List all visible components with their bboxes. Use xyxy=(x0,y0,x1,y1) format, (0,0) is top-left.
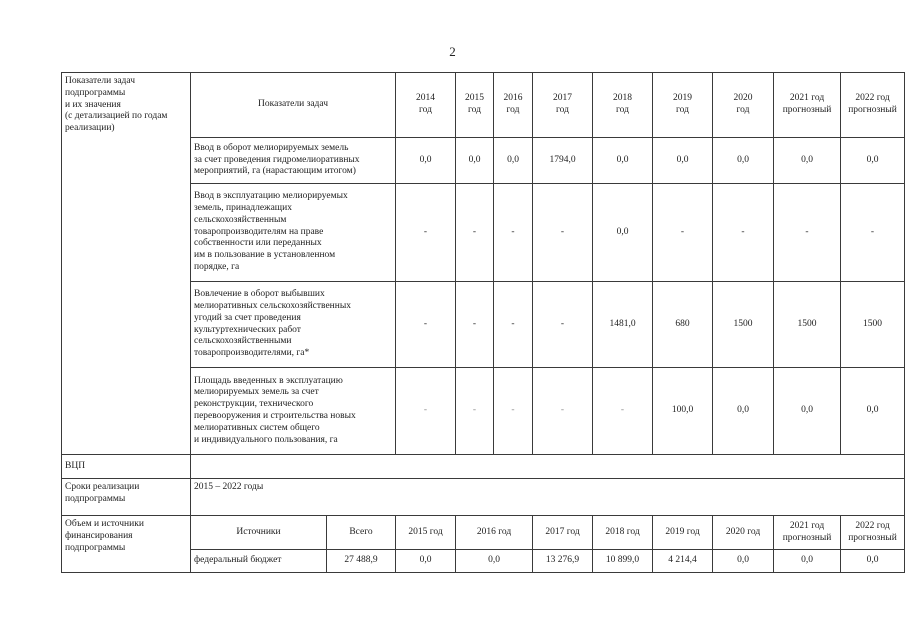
indicator-value: - xyxy=(653,184,713,282)
indicator-value: - xyxy=(494,184,533,282)
indicator-value: 1794,0 xyxy=(533,138,593,184)
indicator-value: - xyxy=(494,282,533,368)
year-header: 2016 год xyxy=(494,73,533,138)
page-number: 2 xyxy=(449,44,456,59)
year-header: 2022 год прогнозный xyxy=(841,73,905,138)
indicator-value: 0,0 xyxy=(396,138,456,184)
year-header: 2014 год xyxy=(396,73,456,138)
indicators-header-row xyxy=(62,73,905,138)
funding-header: 2017 год xyxy=(533,516,593,550)
indicator-value: - xyxy=(533,282,593,368)
indicator-value: 0,0 xyxy=(774,368,841,455)
funding-header: 2021 год прогнозный xyxy=(774,516,841,550)
indicator-value: - xyxy=(456,184,494,282)
funding-header: 2022 год прогнозный xyxy=(841,516,905,550)
funding-value: 0,0 xyxy=(774,550,841,573)
indicator-name: Ввод в эксплуатацию мелиорируемых земель, принадлежащих сельскохозяйственным товаропроизводителям на праве собственности или переданных им в пользование в установленном порядке, га xyxy=(191,184,396,282)
indicator-name: Площадь введенных в эксплуатацию мелиорируемых земель за счет реконструкции, технического перевооружения и строительства новых мелиоративных систем общего и индивидуального пользования, га xyxy=(191,368,396,455)
indicator-value: - xyxy=(593,368,653,455)
indicator-value: - xyxy=(396,184,456,282)
indicator-value: 1500 xyxy=(841,282,905,368)
indicator-value: 0,0 xyxy=(593,184,653,282)
indicator-value: 0,0 xyxy=(713,368,774,455)
funding-value: 4 214,4 xyxy=(653,550,713,573)
vcp-label: ВЦП xyxy=(62,455,191,479)
funding-value: 0,0 xyxy=(713,550,774,573)
indicator-value: 0,0 xyxy=(494,138,533,184)
indicator-value: 1500 xyxy=(713,282,774,368)
indicator-value: - xyxy=(533,184,593,282)
indicator-value: - xyxy=(774,184,841,282)
indicator-value: - xyxy=(396,368,456,455)
year-header: 2019 год xyxy=(653,73,713,138)
indicator-value: 680 xyxy=(653,282,713,368)
indicator-value: 0,0 xyxy=(713,138,774,184)
indicator-name: Вовлечение в оборот выбывших мелиоративных сельскохозяйственных угодий за счет проведения культуртехнических работ сельскохозяйственными товаропроизводителями, га* xyxy=(191,282,396,368)
indicator-value: 100,0 xyxy=(653,368,713,455)
year-header: 2021 год прогнозный xyxy=(774,73,841,138)
indicator-value: - xyxy=(713,184,774,282)
indicator-value: 0,0 xyxy=(653,138,713,184)
indicator-value: 0,0 xyxy=(841,368,905,455)
funding-header: 2019 год xyxy=(653,516,713,550)
indicator-value: 0,0 xyxy=(456,138,494,184)
vcp-row xyxy=(62,455,905,479)
indicator-value: - xyxy=(456,368,494,455)
funding-header: 2018 год xyxy=(593,516,653,550)
indicators-header-title: Показатели задач xyxy=(191,73,396,138)
funding-value: 0,0 xyxy=(396,550,456,573)
funding-header: Всего xyxy=(327,516,396,550)
year-header: 2015 год xyxy=(456,73,494,138)
indicator-value: - xyxy=(396,282,456,368)
funding-header-row xyxy=(62,516,905,550)
year-header: 2018 год xyxy=(593,73,653,138)
indicator-value: 1481,0 xyxy=(593,282,653,368)
funding-value: федеральный бюджет xyxy=(191,550,327,573)
indicators-label: Показатели задач подпрограммы и их значения (с детализацией по годам реализации) xyxy=(62,73,191,455)
subprogram-passport-table xyxy=(61,72,905,573)
terms-value: 2015 – 2022 годы xyxy=(191,479,905,516)
year-header: 2020 год xyxy=(713,73,774,138)
indicator-value: - xyxy=(533,368,593,455)
funding-header: 2020 год xyxy=(713,516,774,550)
indicator-name: Ввод в оборот мелиорируемых земель за счет проведения гидромелиоративных мероприятий, га (нарастающим итогом) xyxy=(191,138,396,184)
indicator-value: 0,0 xyxy=(774,138,841,184)
indicator-value: - xyxy=(456,282,494,368)
year-header: 2017 год xyxy=(533,73,593,138)
indicator-value: 0,0 xyxy=(593,138,653,184)
vcp-value xyxy=(191,455,905,479)
funding-value: 27 488,9 xyxy=(327,550,396,573)
funding-header: 2016 год xyxy=(456,516,533,550)
indicator-value: - xyxy=(494,368,533,455)
terms-row xyxy=(62,479,905,516)
funding-value: 0,0 xyxy=(456,550,533,573)
funding-value: 10 899,0 xyxy=(593,550,653,573)
funding-label: Объем и источники финансирования подпрограммы xyxy=(62,516,191,573)
funding-header: 2015 год xyxy=(396,516,456,550)
funding-value: 0,0 xyxy=(841,550,905,573)
indicator-value: - xyxy=(841,184,905,282)
funding-header: Источники xyxy=(191,516,327,550)
indicator-value: 0,0 xyxy=(841,138,905,184)
funding-value: 13 276,9 xyxy=(533,550,593,573)
indicator-value: 1500 xyxy=(774,282,841,368)
terms-label: Сроки реализации подпрограммы xyxy=(62,479,191,516)
